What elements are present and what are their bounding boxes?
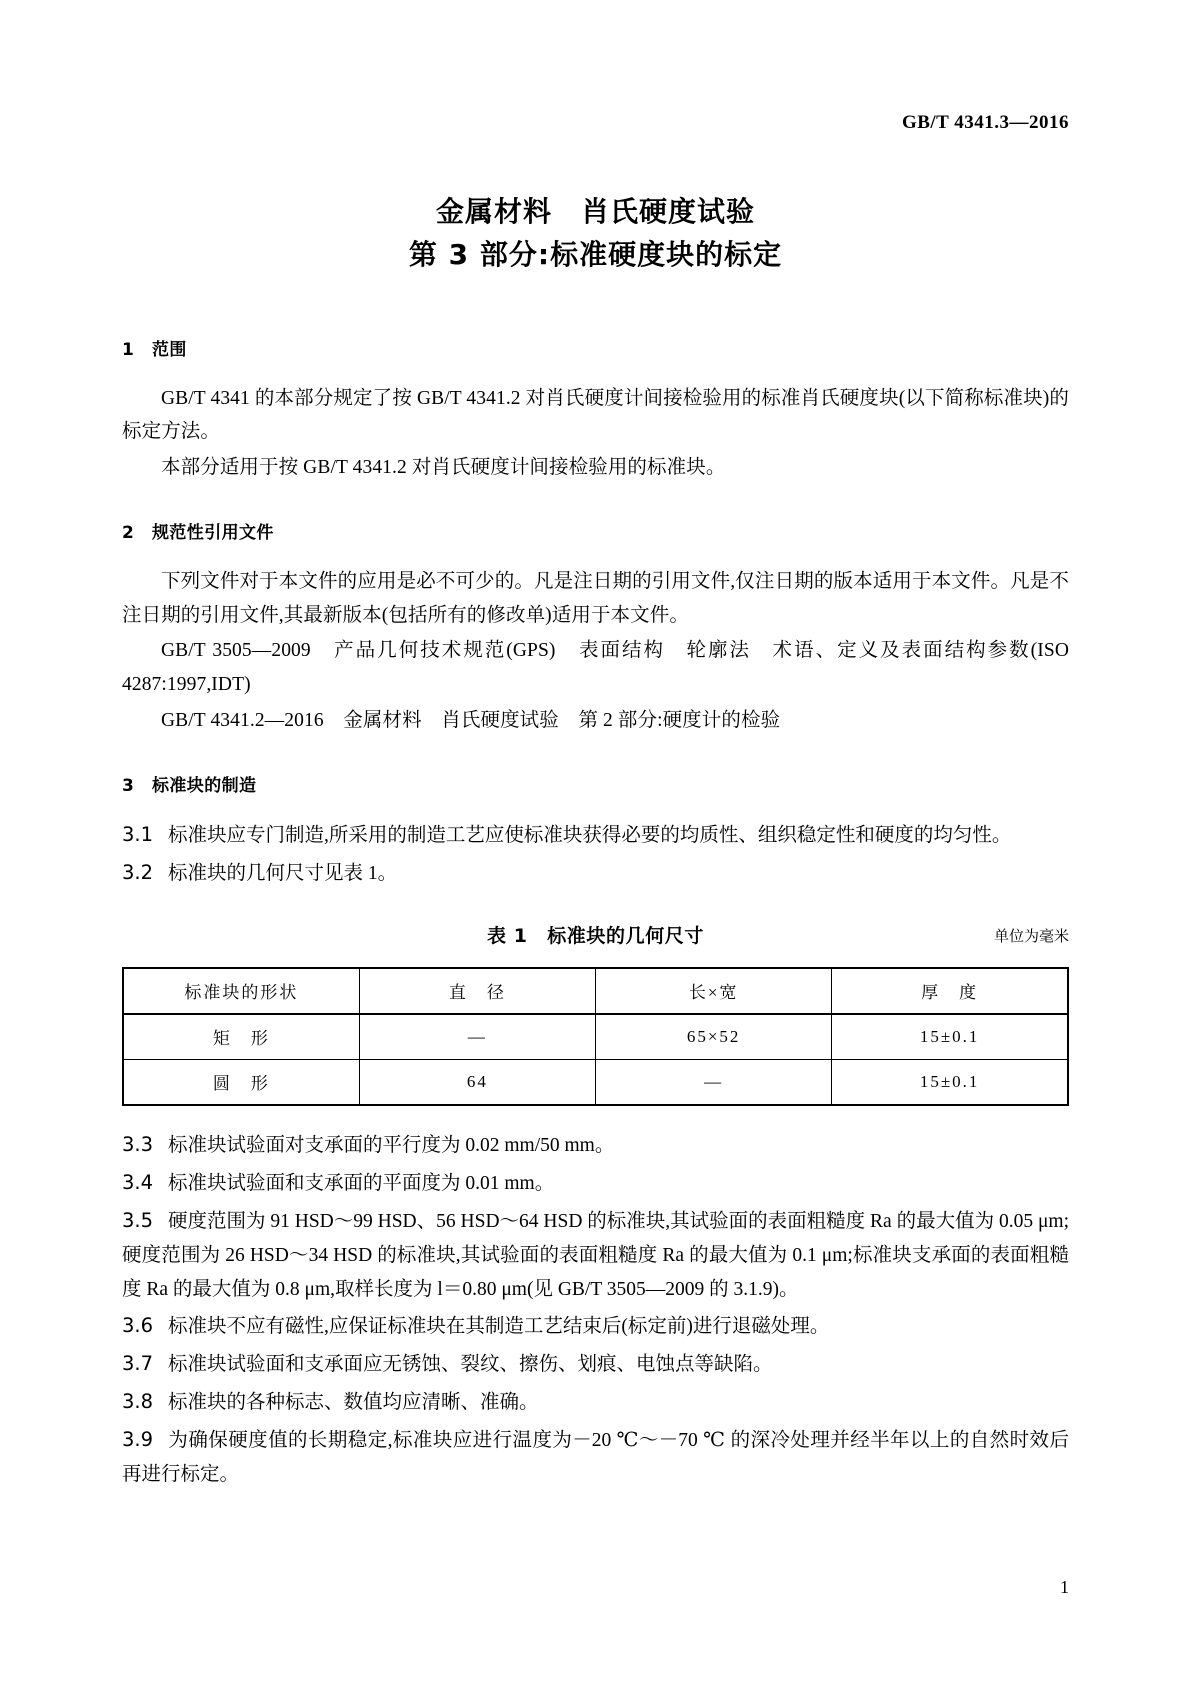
cell-thickness-rectangular: 15±0.1	[832, 1014, 1068, 1060]
clause-label-1: 范围	[152, 339, 187, 360]
subclause-3-8	[122, 1385, 1069, 1420]
table-1-block	[122, 921, 1069, 1106]
table-1-standard-block-dimensions	[122, 967, 1069, 1106]
clause-heading-1	[122, 335, 1069, 360]
normative-ref-item-1: GB/T 3505—2009 产品几何技术规范(GPS) 表面结构 轮廓法 术语、定义及表面结构参数(ISO 4287:1997,IDT)	[122, 640, 1069, 695]
scope-paragraph-2: 本部分适用于按 GB/T 4341.2 对肖氏硬度计间接检验用的标准块。	[161, 456, 726, 478]
subclause-3-5-text: 硬度范围为 91 HSD～99 HSD、56 HSD～64 HSD 的标准块,其试验面的表面粗糙度 Ra 的最大值为 0.05 μm;硬度范围为 26 HSD～34 HSD 的标准块,其试验面的表面粗糙度 Ra 的最大值为 0.1 μm;标准块支承面的表面粗糙度 Ra 的最大值为 0.8 μm,取样长度为 l＝0.80 μm(见 GB/T 3505—2009 的 3.1.9)。	[122, 1210, 1069, 1300]
clause-number-1: 1	[122, 339, 135, 360]
subclause-3-4-number: 3.4	[122, 1170, 154, 1194]
table-1-caption-row	[122, 921, 1069, 951]
subclause-3-9	[122, 1423, 1069, 1492]
normative-ref-item-2: GB/T 4341.2—2016 金属材料 肖氏硬度试验 第 2 部分:硬度计的检验	[161, 709, 781, 731]
table-header-shape: 标准块的形状	[123, 968, 359, 1014]
table-1-caption: 表 1 标准块的几何尺寸	[486, 924, 705, 947]
subclause-3-2-number: 3.2	[122, 860, 154, 884]
table-header-length-width: 长×宽	[596, 968, 832, 1014]
clause-label-2: 规范性引用文件	[152, 523, 274, 544]
subclause-3-5-number: 3.5	[122, 1208, 154, 1232]
subclause-3-4-text: 标准块试验面和支承面的平面度为 0.01 mm。	[168, 1172, 555, 1194]
table-header-row	[123, 968, 1068, 1014]
table-header-diameter: 直 径	[359, 968, 595, 1014]
cell-shape-rectangular: 矩 形	[123, 1014, 359, 1060]
page-number: 1	[1060, 1577, 1069, 1597]
subclause-3-8-text: 标准块的各种标志、数值均应清晰、准确。	[168, 1392, 539, 1414]
subclause-3-7-text: 标准块试验面和支承面应无锈蚀、裂纹、擦伤、划痕、电蚀点等缺陷。	[168, 1354, 773, 1376]
subclause-3-6-number: 3.6	[122, 1314, 154, 1338]
cell-length-width-rectangular: 65×52	[596, 1014, 832, 1060]
subclause-3-5	[122, 1204, 1069, 1307]
normative-refs-intro: 下列文件对于本文件的应用是必不可少的。凡是注日期的引用文件,仅注日期的版本适用于本文件。凡是不注日期的引用文件,其最新版本(包括所有的修改单)适用于本文件。	[122, 571, 1069, 626]
subclause-3-1	[122, 818, 1069, 853]
document-title-line2: 第 3 部分:标准硬度块的标定	[408, 238, 783, 272]
scope-paragraph-1: GB/T 4341 的本部分规定了按 GB/T 4341.2 对肖氏硬度计间接检验用的标准肖氏硬度块(以下简称标准块)的标定方法。	[122, 387, 1069, 443]
running-header	[0, 112, 1069, 134]
cell-length-width-circular: —	[596, 1059, 832, 1105]
clause-heading-2	[122, 518, 1069, 543]
cell-diameter-circular: 64	[359, 1059, 595, 1105]
subclause-3-1-text: 标准块应专门制造,所采用的制造工艺应使标准块获得必要的均质性、组织稳定性和硬度的均匀性。	[168, 825, 1012, 847]
cell-diameter-rectangular: —	[359, 1014, 595, 1060]
subclause-3-2	[122, 856, 1069, 891]
table-row	[123, 1059, 1068, 1105]
table-header-thickness: 厚 度	[832, 968, 1068, 1014]
subclause-3-9-number: 3.9	[122, 1428, 154, 1452]
clause-heading-3	[122, 771, 1069, 796]
subclause-3-6	[122, 1309, 1069, 1344]
document-title-line1: 金属材料 肖氏硬度试验	[435, 195, 755, 228]
subclause-3-6-text: 标准块不应有磁性,应保证标准块在其制造工艺结束后(标定前)进行退磁处理。	[168, 1316, 830, 1338]
subclause-3-1-number: 3.1	[122, 823, 154, 847]
subclause-3-8-number: 3.8	[122, 1390, 154, 1414]
subclause-3-3-number: 3.3	[122, 1132, 154, 1156]
subclause-3-7	[122, 1347, 1069, 1382]
document-title	[122, 190, 1069, 277]
subclause-3-7-number: 3.7	[122, 1352, 154, 1376]
clause-label-3: 标准块的制造	[152, 776, 257, 797]
page-content	[122, 190, 1069, 1495]
subclause-3-3	[122, 1128, 1069, 1163]
table-row	[123, 1014, 1068, 1060]
subclause-3-2-text: 标准块的几何尺寸见表 1。	[168, 862, 398, 884]
table-1-units: 单位为毫米	[993, 928, 1069, 945]
cell-shape-circular: 圆 形	[123, 1059, 359, 1105]
subclause-3-3-text: 标准块试验面对支承面的平行度为 0.02 mm/50 mm。	[168, 1134, 615, 1156]
clause-number-2: 2	[122, 523, 135, 544]
clause-number-3: 3	[122, 776, 135, 797]
subclause-3-4	[122, 1166, 1069, 1201]
standard-code: GB/T 4341.3—2016	[901, 112, 1069, 133]
subclause-3-9-text: 为确保硬度值的长期稳定,标准块应进行温度为－20 ℃～－70 ℃ 的深冷处理并经半年以上的自然时效后再进行标定。	[122, 1430, 1069, 1486]
cell-thickness-circular: 15±0.1	[832, 1059, 1068, 1105]
